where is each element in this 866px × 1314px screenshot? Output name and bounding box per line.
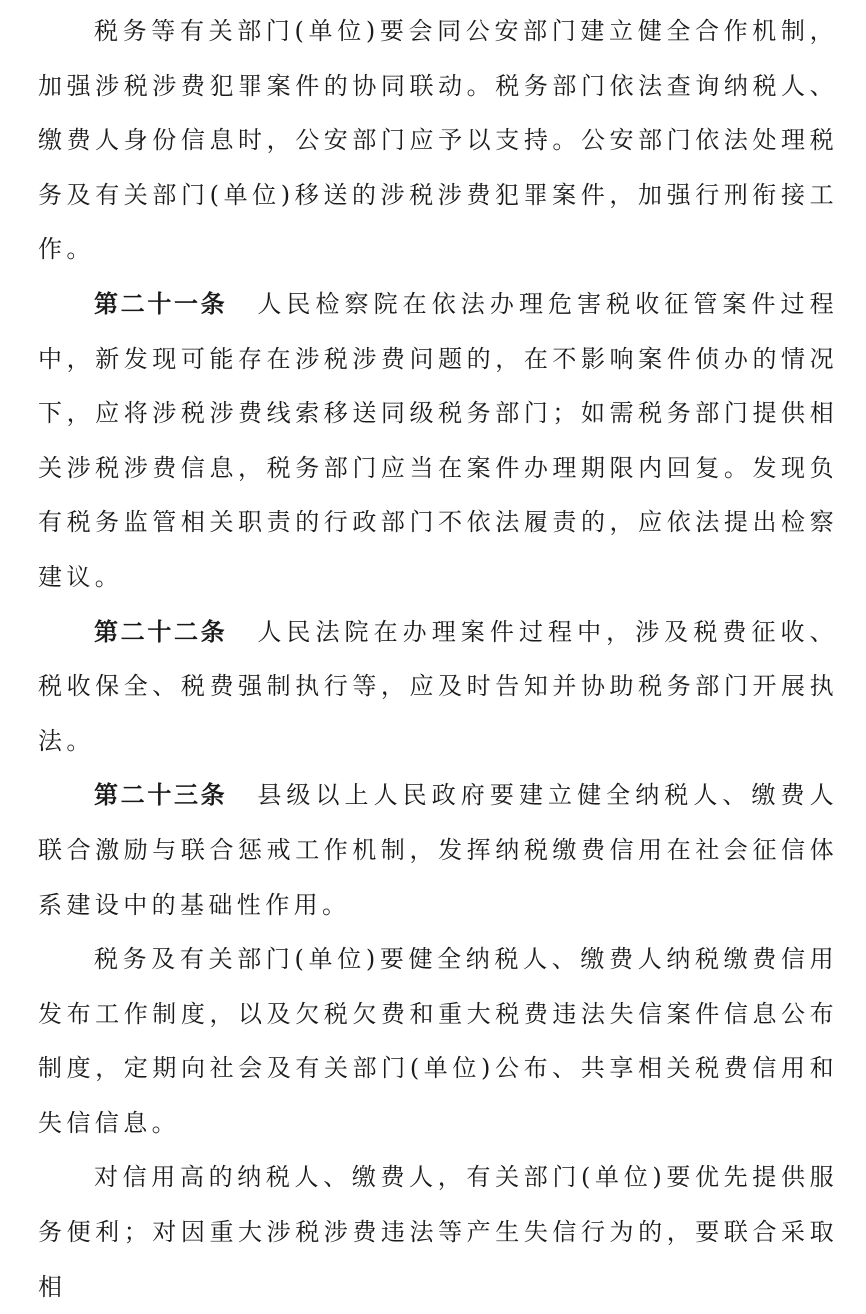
article-22	[38, 605, 838, 769]
paragraph-credit-incentives	[38, 1150, 838, 1314]
paragraph-text: 税务等有关部门(单位)要会同公安部门建立健全合作机制，加强涉税涉费犯罪案件的协同联动。税务部门依法查询纳税人、缴费人身份信息时，公安部门应予以支持。公安部门依法处理税务及有关部门(单位)移送的涉税涉费犯罪案件，加强行刑衔接工作。	[38, 17, 838, 264]
article-23	[38, 768, 838, 932]
paragraph-text: 对信用高的纳税人、缴费人，有关部门(单位)要优先提供服务便利；对因重大涉税涉费违法等产生失信行为的，要联合采取相	[38, 1163, 838, 1301]
article-21	[38, 277, 838, 605]
article-21-text: 人民检察院在依法办理危害税收征管案件过程中，新发现可能存在涉税涉费问题的，在不影响案件侦办的情况下，应将涉税涉费线索移送同级税务部门；如需税务部门提供相关涉税涉费信息，税务部门应当在案件办理期限内回复。发现负有税务监管相关职责的行政部门不依法履责的，应依法提出检察建议。	[38, 289, 839, 591]
article-23-heading: 第二十三条	[94, 781, 228, 810]
article-23-text: 县级以上人民政府要建立健全纳税人、缴费人联合激励与联合惩戒工作机制，发挥纳税缴费信用在社会征信体系建设中的基础性作用。	[38, 781, 839, 919]
paragraph-text: 税务及有关部门(单位)要健全纳税人、缴费人纳税缴费信用发布工作制度，以及欠税欠费和重大税费违法失信案件信息公布制度，定期向社会及有关部门(单位)公布、共享相关税费信用和失信信息。	[38, 945, 838, 1137]
document-page	[38, 4, 838, 1314]
article-22-heading: 第二十二条	[94, 617, 228, 646]
article-22-text: 人民法院在办理案件过程中，涉及税费征收、税收保全、税费强制执行等，应及时告知并协助税务部门开展执法。	[38, 617, 839, 755]
paragraph-tax-police-cooperation	[38, 4, 838, 277]
paragraph-credit-publication	[38, 932, 838, 1150]
article-21-heading: 第二十一条	[94, 289, 228, 318]
